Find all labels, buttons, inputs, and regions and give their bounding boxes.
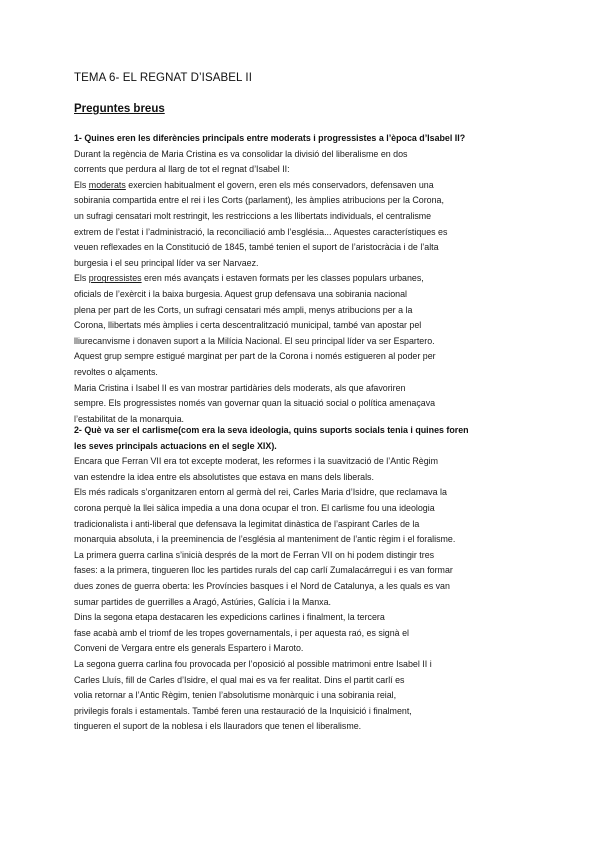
answer-2-line: dues zones de guerra oberta: les Províncies basques i el Nord de Catalunya, a les quals es van	[74, 580, 450, 591]
answer-2-line: corona perquè la llei sàlica impedia a una dona ocupar el tron. El carlisme fou una ideologia	[74, 502, 435, 513]
answer-1-line: oficials de l’exèrcit i la baixa burgesia. Aquest grup defensava una sobirania nacional	[74, 288, 408, 299]
answer-1-line: sempre. Els progressistes només van governar quan la situació social o política amenaçava	[74, 398, 436, 409]
answer-1-line: extrem de l’estat i l’administració, la reconciliació amb l’església... Aquestes característiques es	[74, 226, 448, 237]
answer-1-line	[74, 271, 534, 287]
answer-2-line: Conveni de Vergara entre els generals Espartero i Maroto.	[74, 643, 304, 654]
answer-1-line: Durant la regència de Maria Cristina es va consolidar la divisió del liberalisme en dos	[74, 148, 408, 159]
answer-2-line: Els més radicals s’organitzaren entorn al germà del rei, Carles Maria d’Isidre, que reclamava la	[74, 487, 447, 498]
answer-1-line: un sufragi censatari molt restringit, les restriccions a les llibertats individuals, el centralisme	[74, 210, 432, 221]
text-run: eren més avançats i estaven formats per les classes populars urbanes,	[141, 273, 424, 284]
answer-2-line: fase acabà amb el triomf de les tropes governamentals, i per aquesta raó, es signà el	[74, 627, 409, 638]
question-2-heading: 2- Què va ser el carlisme(com era la seva ideologia, quins suports socials tenia i quines foren	[74, 425, 469, 435]
answer-2-line: sumar partides de guerrilles a Aragó, Astúries, Galícia i la Manxa.	[74, 596, 332, 607]
text-run: Els	[74, 273, 89, 284]
answer-2-line: Encara que Ferran VII era tot excepte moderat, les reformes i la suavització de l’Antic Règim	[74, 456, 439, 467]
answer-1-line	[74, 178, 534, 194]
answer-2-line: monarquia absoluta, i la preeminencia de l’església al manteniment de l’antic règim i el foralisme.	[74, 534, 456, 545]
answer-2-line: La primera guerra carlina s’inicià després de la mort de Ferran VII on hi podem distingir tres	[74, 549, 435, 560]
answer-1-line: lliurecanvisme i donaven suport a la Milícia Nacional. El seu principal líder va ser Espartero.	[74, 335, 435, 346]
answer-2-line: La segona guerra carlina fou provocada per l’oposició al possible matrimoni entre Isabel II i	[74, 658, 432, 669]
answer-2-line: tradicionalista i anti-liberal que defensava la legimitat dinàstica de l’aspirant Carles de la	[74, 518, 420, 529]
answer-2-line: Carles Lluís, fill de Carles d’Isidre, el qual mai es va fer realitat. Dins el partit carlí es	[74, 674, 405, 685]
answer-1-line: plena per part de les Corts, un sufragi censatari més ampli, menys atribucions per a la	[74, 304, 413, 315]
text-run: Els	[74, 179, 89, 190]
text-run: exercien habitualment el govern, eren els més conservadors, defensaven una	[125, 179, 434, 190]
answer-1-line: Maria Cristina i Isabel II es van mostrar partidàries dels moderats, als que afavoriren	[74, 382, 406, 393]
answer-1-line: revoltes o alçaments.	[74, 366, 158, 377]
answer-1-line: l’estabilitat de la monarquia.	[74, 413, 185, 424]
section-heading: Preguntes breus	[74, 103, 165, 115]
answer-1-line: sobirania compartida entre el rei i les Corts (parlament), les àmplies atribucions per la Corona,	[74, 195, 444, 206]
answer-2-line: tingueren el suport de la noblesa i els llauradors que tenen el liberalisme.	[74, 721, 362, 732]
question-1-heading: 1- Quines eren les diferències principals entre moderats i progressistes a l’època d’Isabel II?	[74, 133, 466, 143]
document-title: TEMA 6- EL REGNAT D’ISABEL II	[74, 72, 253, 84]
answer-1-line: Corona, llibertats més àmplies i certa descentralització municipal, també van apostar pel	[74, 320, 422, 331]
answer-1-line: veuen reflexades en la Constitució de 1845, també tenien el suport de l’aristocràcia i de l’alta	[74, 242, 439, 253]
answer-2-line: Dins la segona etapa destacaren les expedicions carlines i finalment, la tercera	[74, 612, 385, 623]
answer-2-line: van estendre la idea entre els absolutistes que estava en mans dels liberals.	[74, 471, 374, 482]
answer-2-line: volia retornar a l’Antic Règim, tenien l’absolutisme monàrquic i una sobirania reial,	[74, 690, 397, 701]
answer-1-line: burgesia i el seu principal líder va ser Narvaez.	[74, 257, 259, 268]
answer-2-line: privilegis forals i estamentals. També feren una restauració de la Inquisició i finalment,	[74, 705, 412, 716]
question-2-heading: les seves principals actuacions en el segle XIX).	[74, 440, 277, 451]
answer-2-line: fases: a la primera, tingueren lloc les partides rurals del cap carlí Zumalacárregui i es van formar	[74, 565, 453, 576]
term-progressistes: progressistes	[88, 273, 142, 284]
term-moderats: moderats	[88, 179, 126, 190]
answer-1-line: Aquest grup sempre estigué marginat per part de la Corona i només estigueren al poder per	[74, 351, 436, 362]
answer-1-line: corrents que perdura al llarg de tot el regnat d’Isabel II:	[74, 164, 290, 175]
question-1-block	[74, 131, 534, 427]
question-2-block	[74, 423, 534, 735]
